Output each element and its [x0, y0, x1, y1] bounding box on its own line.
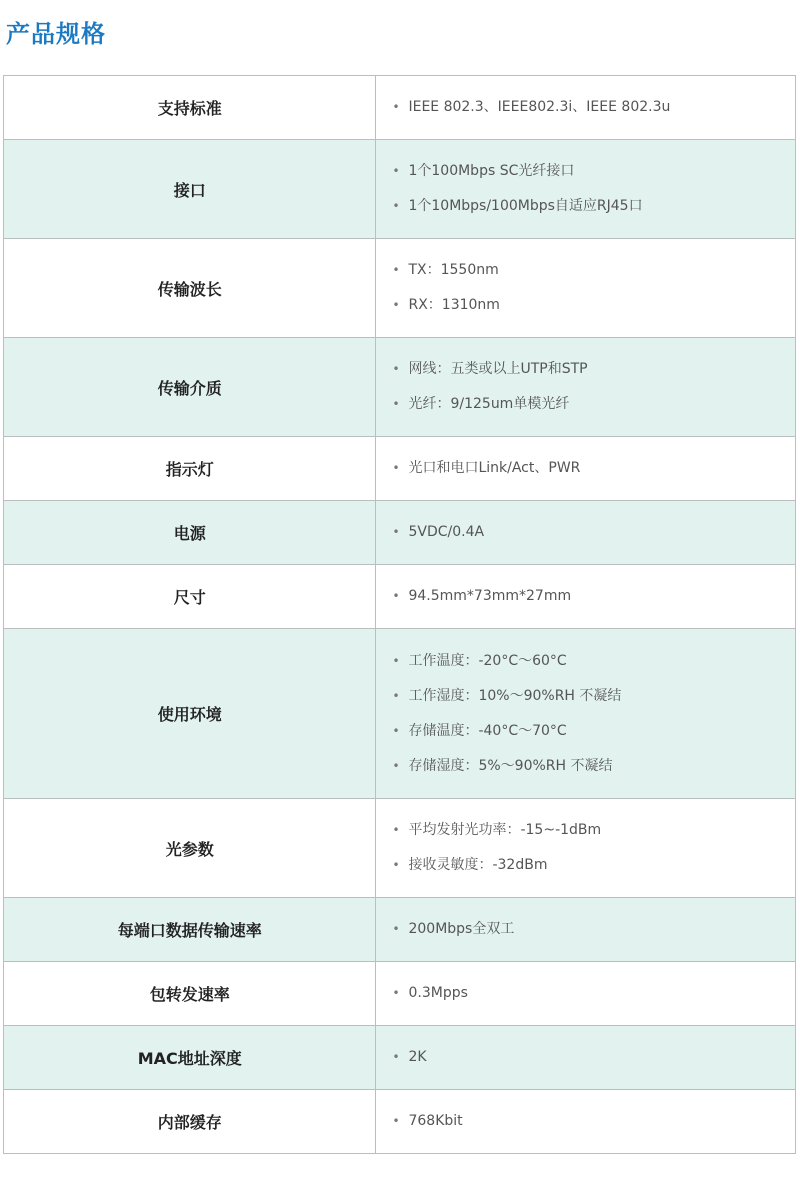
spec-value-list [376, 253, 795, 323]
spec-value-item: • RX：1310nm [392, 288, 795, 323]
spec-name: 传输介质 [4, 338, 376, 437]
spec-name: 使用环境 [4, 629, 376, 799]
spec-value-item: • 1个100Mbps SC光纤接口 [392, 154, 795, 189]
spec-value-item: • 网线：五类或以上UTP和STP [392, 352, 795, 387]
spec-value-cell [376, 799, 796, 898]
spec-name: 电源 [4, 501, 376, 565]
spec-row [4, 898, 796, 962]
spec-name: 光参数 [4, 799, 376, 898]
spec-value-cell [376, 1090, 796, 1154]
spec-value-list [376, 912, 795, 947]
spec-value-item: • 光口和电口Link/Act、PWR [392, 451, 795, 486]
spec-value-item: • 94.5mm*73mm*27mm [392, 579, 795, 614]
spec-value-cell [376, 898, 796, 962]
spec-value-cell [376, 1026, 796, 1090]
spec-row [4, 338, 796, 437]
spec-row [4, 962, 796, 1026]
spec-row [4, 437, 796, 501]
spec-value-item: • 工作湿度：10%～90%RH 不凝结 [392, 679, 795, 714]
spec-value-cell [376, 501, 796, 565]
spec-value-list [376, 813, 795, 883]
spec-row [4, 76, 796, 140]
spec-row [4, 239, 796, 338]
spec-value-cell [376, 239, 796, 338]
spec-name: 包转发速率 [4, 962, 376, 1026]
spec-value-item: • IEEE 802.3、IEEE802.3i、IEEE 802.3u [392, 90, 795, 125]
spec-name: 每端口数据传输速率 [4, 898, 376, 962]
spec-value-item: • 200Mbps全双工 [392, 912, 795, 947]
spec-name: 接口 [4, 140, 376, 239]
spec-name: 传输波长 [4, 239, 376, 338]
spec-value-cell [376, 338, 796, 437]
spec-value-item: • TX：1550nm [392, 253, 795, 288]
spec-value-cell [376, 962, 796, 1026]
spec-row [4, 629, 796, 799]
page-title: 产品规格 [6, 20, 106, 48]
spec-value-item: • 0.3Mpps [392, 976, 795, 1011]
spec-value-item: • 5VDC/0.4A [392, 515, 795, 550]
spec-row [4, 140, 796, 239]
spec-value-item: • 768Kbit [392, 1104, 795, 1139]
spec-row [4, 501, 796, 565]
spec-value-item: • 1个10Mbps/100Mbps自适应RJ45口 [392, 189, 795, 224]
spec-table [3, 75, 796, 1154]
spec-value-item: • 存储温度：-40°C～70°C [392, 714, 795, 749]
spec-value-list [376, 90, 795, 125]
spec-row [4, 1090, 796, 1154]
spec-value-cell [376, 76, 796, 140]
spec-row [4, 799, 796, 898]
spec-name: 尺寸 [4, 565, 376, 629]
spec-value-list [376, 1040, 795, 1075]
spec-value-list [376, 579, 795, 614]
spec-value-item: • 工作温度：-20°C～60°C [392, 644, 795, 679]
spec-value-cell [376, 565, 796, 629]
spec-table-body [4, 76, 796, 1154]
spec-value-item: • 2K [392, 1040, 795, 1075]
spec-value-cell [376, 629, 796, 799]
spec-value-item: • 存储湿度：5%～90%RH 不凝结 [392, 749, 795, 784]
spec-value-list [376, 515, 795, 550]
spec-name: 指示灯 [4, 437, 376, 501]
spec-value-item: • 光纤：9/125um单模光纤 [392, 387, 795, 422]
spec-row [4, 565, 796, 629]
spec-row [4, 1026, 796, 1090]
spec-value-list [376, 154, 795, 224]
spec-value-list [376, 451, 795, 486]
spec-value-list [376, 1104, 795, 1139]
spec-value-item: • 接收灵敏度：-32dBm [392, 848, 795, 883]
spec-name: MAC地址深度 [4, 1026, 376, 1090]
spec-value-list [376, 644, 795, 784]
spec-value-cell [376, 437, 796, 501]
spec-value-cell [376, 140, 796, 239]
spec-name: 支持标准 [4, 76, 376, 140]
spec-value-list [376, 352, 795, 422]
spec-name: 内部缓存 [4, 1090, 376, 1154]
spec-value-list [376, 976, 795, 1011]
spec-value-item: • 平均发射光功率：-15~-1dBm [392, 813, 795, 848]
